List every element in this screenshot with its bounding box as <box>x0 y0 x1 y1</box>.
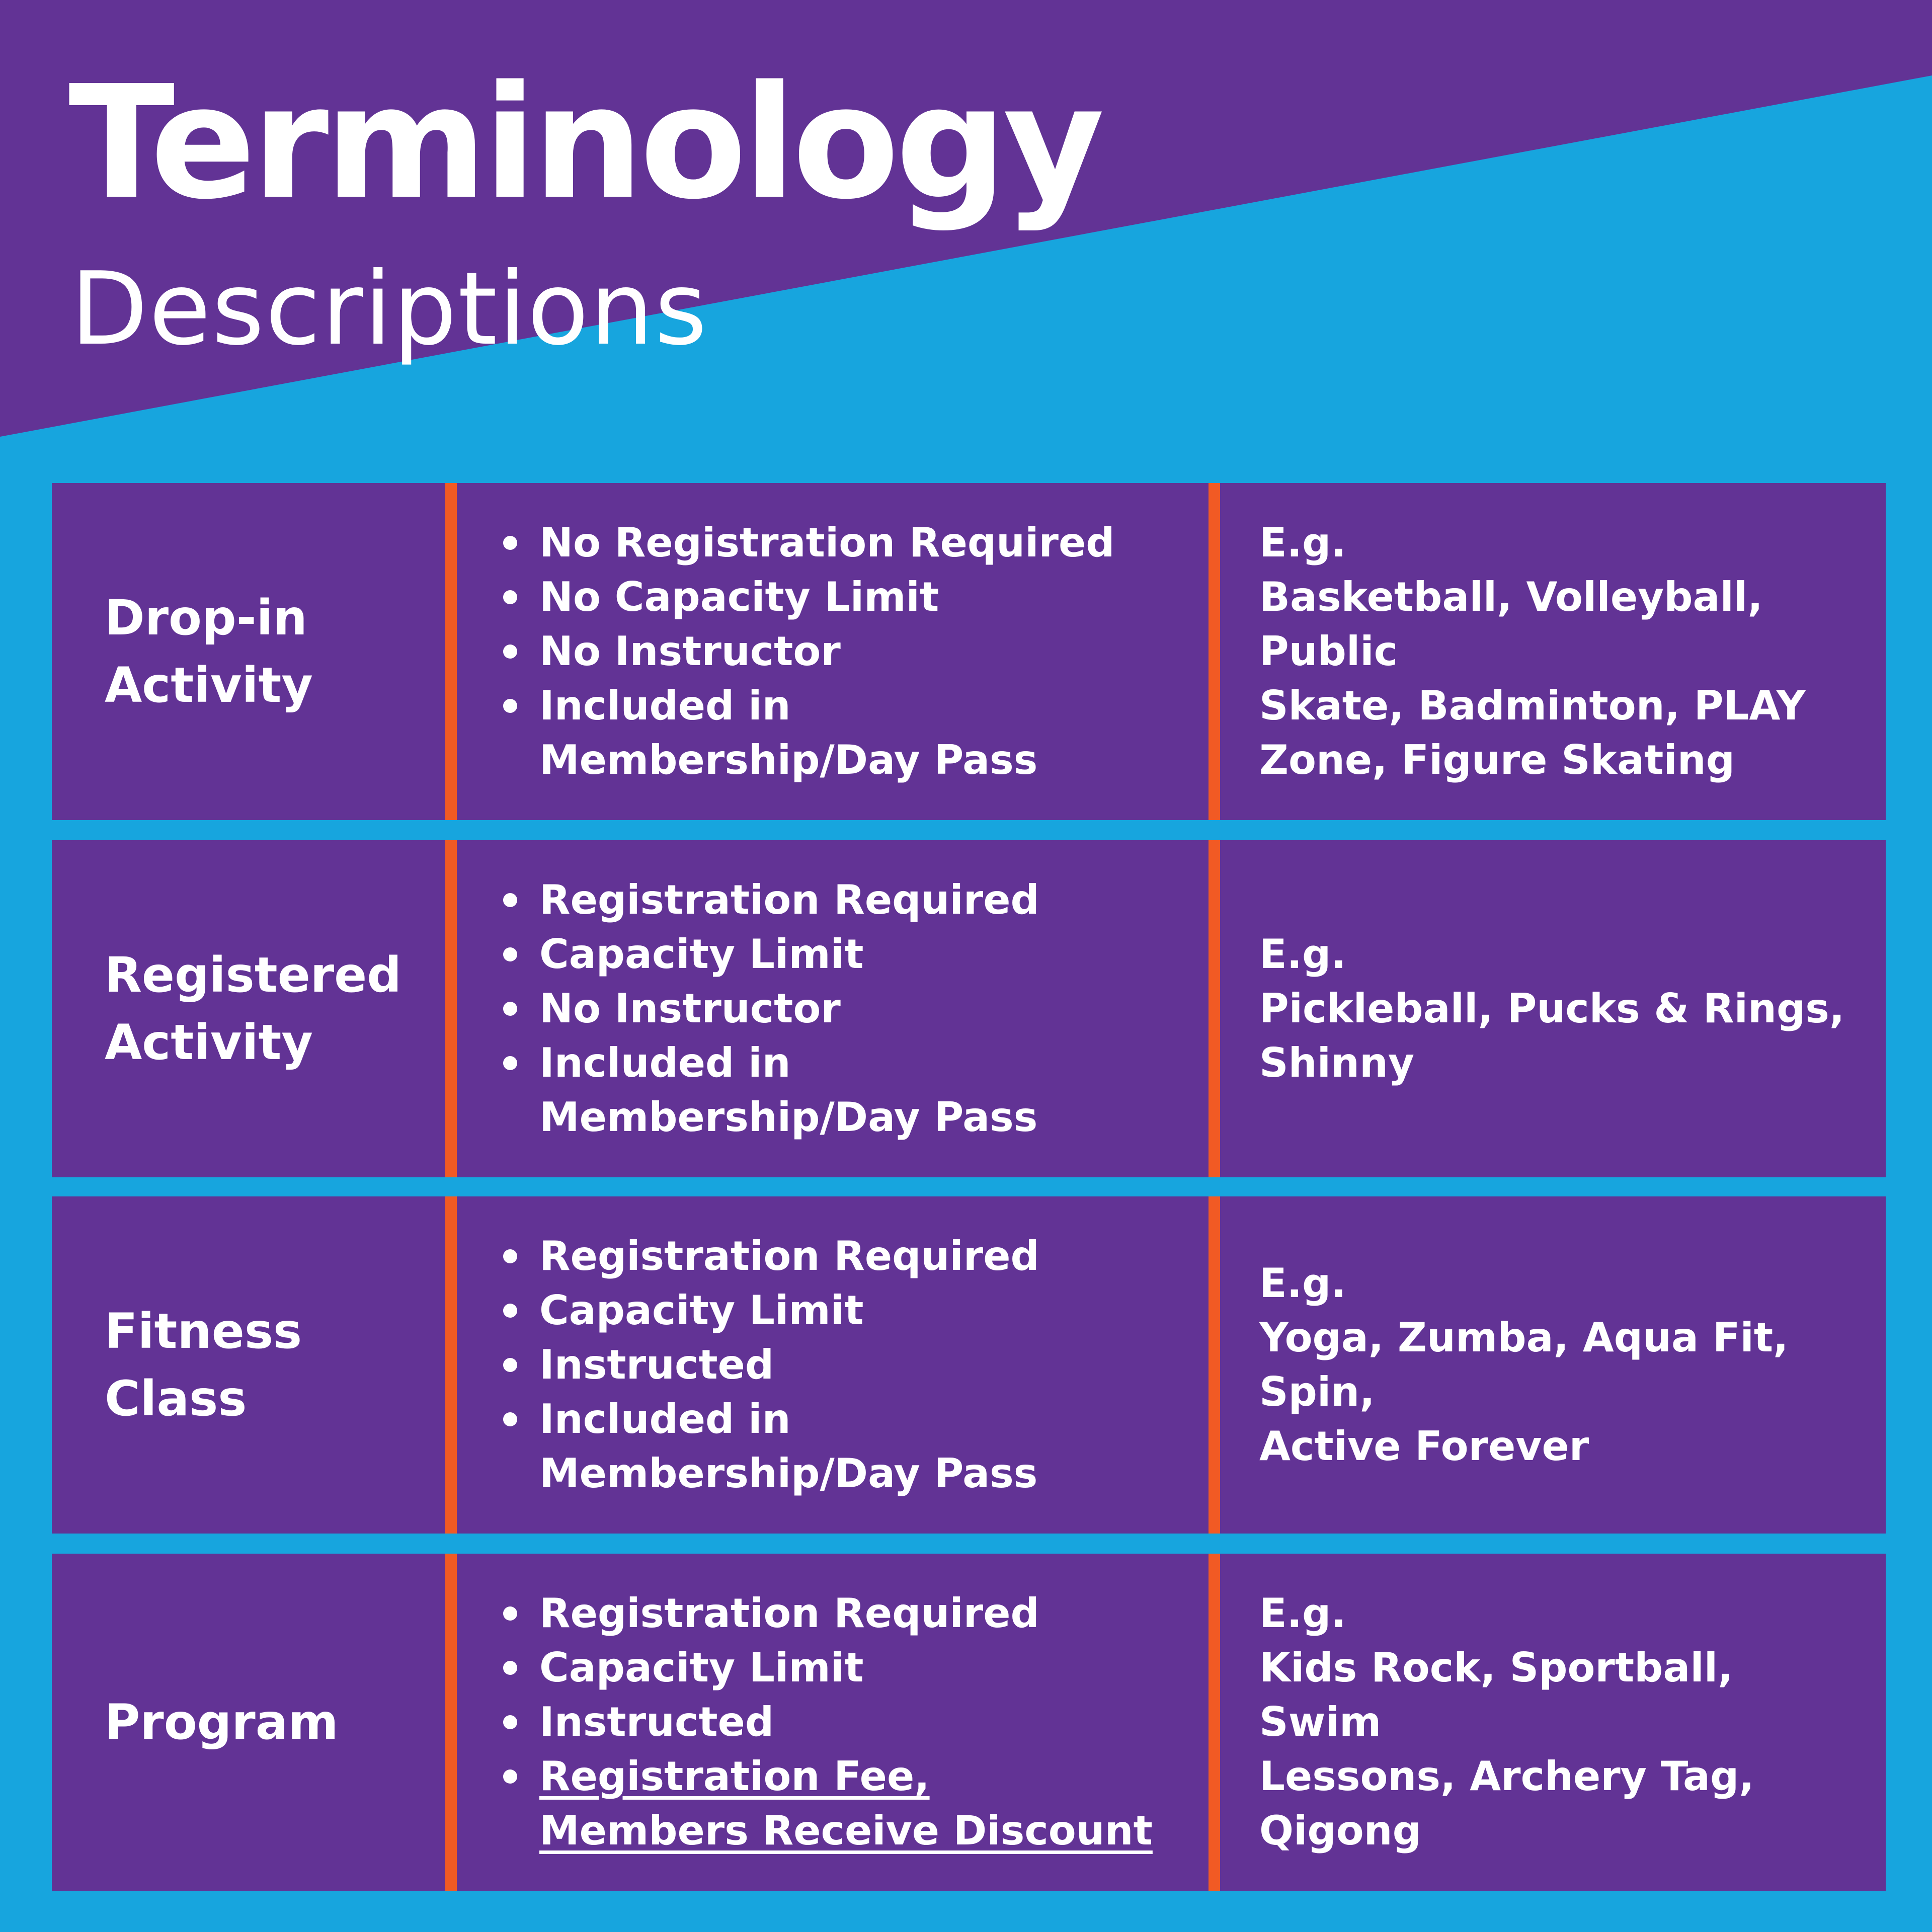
column-divider <box>1209 483 1220 820</box>
table-row <box>52 1196 1886 1534</box>
feature-item: Included in Membership/Day Pass <box>501 1036 1199 1145</box>
feature-list <box>501 873 1199 1145</box>
term-label: Program <box>105 1694 339 1750</box>
feature-item: Instructed <box>501 1338 1199 1392</box>
table-row <box>52 483 1886 820</box>
column-divider <box>445 840 457 1177</box>
table-row <box>52 840 1886 1177</box>
examples-text: Basketball, Volleyball, Public Skate, Badminton, PLAY Zone, Figure Skating <box>1259 574 1806 783</box>
term-cell <box>52 1554 445 1891</box>
feature-list <box>501 1586 1199 1858</box>
examples-label: E.g. <box>1259 931 1346 978</box>
term-cell <box>52 840 445 1177</box>
term-cell <box>52 483 445 820</box>
feature-item: Instructed <box>501 1695 1199 1749</box>
examples-label: E.g. <box>1259 1260 1346 1307</box>
features-cell <box>457 1196 1209 1534</box>
column-divider <box>1209 840 1220 1177</box>
features-cell <box>457 483 1209 820</box>
feature-item: Included in Membership/Day Pass <box>501 1392 1199 1501</box>
column-divider <box>445 1554 457 1891</box>
feature-item: Capacity Limit <box>501 1641 1199 1695</box>
feature-item: No Registration Required <box>501 516 1199 570</box>
term-label: Fitness Class <box>105 1303 302 1427</box>
feature-item: No Instructor <box>501 624 1199 679</box>
feature-item: Capacity Limit <box>501 1283 1199 1338</box>
column-divider <box>445 1196 457 1534</box>
term-cell <box>52 1196 445 1534</box>
examples-text: Yoga, Zumba, Aqua Fit, Spin, Active Forever <box>1259 1314 1789 1470</box>
examples-label: E.g. <box>1259 519 1346 566</box>
feature-item-text: Registration Fee, Members Receive Discount <box>539 1753 1153 1854</box>
page-title: Terminology <box>68 52 1101 234</box>
examples-cell <box>1220 840 1886 1177</box>
feature-item: No Capacity Limit <box>501 570 1199 624</box>
features-cell <box>457 840 1209 1177</box>
feature-item: Capacity Limit <box>501 927 1199 982</box>
examples-text: Pickleball, Pucks & Rings, Shinny <box>1259 985 1845 1086</box>
table-row <box>52 1554 1886 1891</box>
examples-text: Kids Rock, Sportball, Swim Lessons, Archery Tag, Qigong <box>1259 1644 1754 1854</box>
feature-list <box>501 516 1199 787</box>
page-subtitle: Descriptions <box>70 251 708 368</box>
feature-item: Registration Required <box>501 873 1199 927</box>
term-label: Registered Activity <box>105 947 401 1071</box>
feature-list <box>501 1229 1199 1501</box>
column-divider <box>1209 1196 1220 1534</box>
column-divider <box>445 483 457 820</box>
examples-cell <box>1220 1554 1886 1891</box>
feature-item: Included in Membership/Day Pass <box>501 679 1199 787</box>
feature-item-underlined <box>501 1749 1199 1858</box>
examples-cell <box>1220 1196 1886 1534</box>
feature-item: No Instructor <box>501 982 1199 1036</box>
features-cell <box>457 1554 1209 1891</box>
term-label: Drop-in Activity <box>105 590 313 713</box>
feature-item: Registration Required <box>501 1586 1199 1641</box>
examples-label: E.g. <box>1259 1590 1346 1637</box>
column-divider <box>1209 1554 1220 1891</box>
feature-item: Registration Required <box>501 1229 1199 1283</box>
examples-cell <box>1220 483 1886 820</box>
